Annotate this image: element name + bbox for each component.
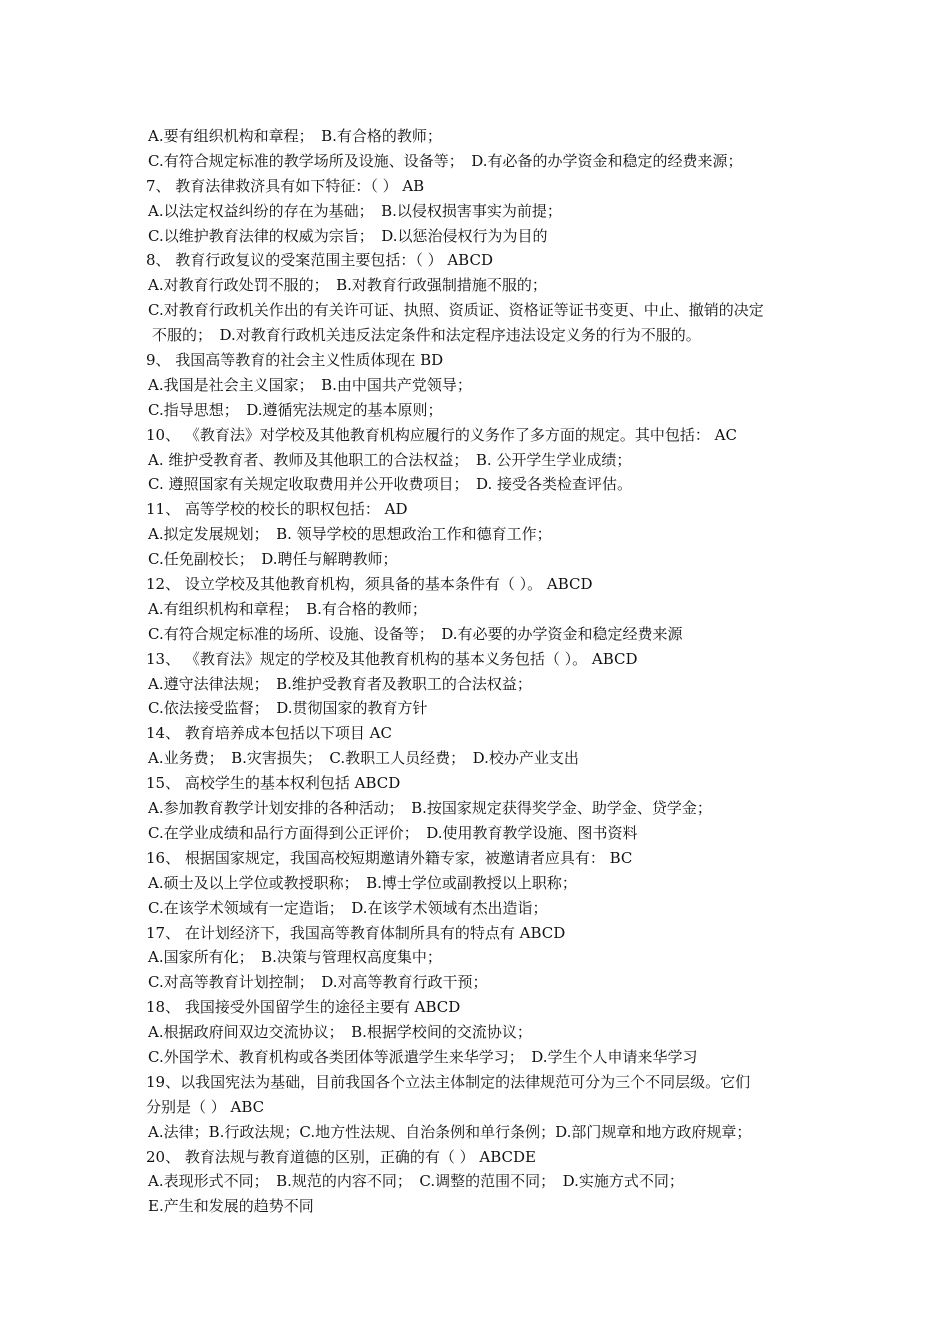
option-line: C.有符合规定标准的场所、设施、设备等； D.有必要的办学资金和稳定经费来源	[148, 624, 683, 643]
option-line: A.我国是社会主义国家； B.由中国共产党领导；	[148, 375, 472, 394]
continuation-line: 不服的； D.对教育行政机关违反法定条件和法定程序违法设定义务的行为不服的。	[152, 326, 701, 345]
question-line: 20、 教育法规与教育道德的区别，正确的有（ ） ABCDE	[146, 1147, 536, 1166]
option-line: C.对高等教育计划控制； D.对高等教育行政干预；	[148, 973, 488, 992]
option-line: C.任免副校长； D.聘任与解聘教师；	[148, 550, 398, 569]
option-line: A.表现形式不同； B.规范的内容不同； C.调整的范围不同； D.实施方式不同；	[148, 1172, 684, 1191]
question-line: 17、 在计划经济下，我国高等教育体制所具有的特点有 ABCD	[146, 923, 566, 942]
question-line: 11、 高等学校的校长的职权包括： AD	[146, 500, 408, 519]
option-line: A.遵守法律法规； B.维护受教育者及教职工的合法权益；	[148, 674, 532, 693]
question-line: 14、 教育培养成本包括以下项目 AC	[146, 724, 392, 743]
option-line: C.以维护教育法律的权威为宗旨； D.以惩治侵权行为为目的	[148, 226, 548, 245]
question-line: 12、 设立学校及其他教育机构，须具备的基本条件有（ ）。 ABCD	[146, 575, 593, 594]
option-line: C. 遵照国家有关规定收取费用并公开收费项目； D. 接受各类检查评估。	[148, 475, 633, 494]
question-line: 分别是（ ） ABC	[146, 1097, 265, 1116]
option-line: A.要有组织机构和章程； B.有合格的教师；	[148, 127, 442, 145]
option-line: A.拟定发展规划； B. 领导学校的思想政治工作和德育工作；	[148, 525, 552, 544]
option-line: A.以法定权益纠纷的存在为基础； B.以侵权损害事实为前提；	[148, 201, 562, 220]
question-line: 9、 我国高等教育的社会主义性质体现在 BD	[146, 351, 444, 370]
option-line: C.在该学术领域有一定造诣； D.在该学术领域有杰出造诣；	[148, 898, 548, 917]
question-line: 10、 《教育法》对学校及其他教育机构应履行的义务作了多方面的规定。其中包括： AC	[146, 425, 737, 444]
question-line: 19、以我国宪法为基础，目前我国各个立法主体制定的法律规范可分为三个不同层级。它们	[146, 1072, 751, 1091]
question-line: 7、 教育法律救济具有如下特征：（ ） AB	[146, 176, 425, 195]
option-line: E.产生和发展的趋势不同	[148, 1197, 314, 1216]
option-line: C.对教育行政机关作出的有关许可证、执照、资质证、资格证等证书变更、中止、撤销的决定	[148, 301, 764, 320]
option-line: A.硕士及以上学位或教授职称； B.博士学位或副教授以上职称；	[148, 873, 577, 892]
question-line: 18、 我国接受外国留学生的途径主要有 ABCD	[146, 998, 461, 1017]
question-line: 15、 高校学生的基本权利包括 ABCD	[146, 774, 401, 793]
option-line: A.对教育行政处罚不服的； B.对教育行政强制措施不服的；	[148, 276, 547, 295]
option-line: A.有组织机构和章程； B.有合格的教师；	[148, 599, 427, 618]
option-line: A.国家所有化； B.决策与管理权高度集中；	[148, 948, 442, 967]
question-line: 13、 《教育法》规定的学校及其他教育机构的基本义务包括（ ）。 ABCD	[146, 649, 638, 668]
document-body	[146, 124, 816, 1219]
option-line: C.外国学术、教育机构或各类团体等派遣学生来华学习； D.学生个人申请来华学习	[148, 1047, 698, 1066]
question-line: 16、 根据国家规定，我国高校短期邀请外籍专家，被邀请者应具有： BC	[146, 848, 633, 867]
option-line: C.指导思想； D.遵循宪法规定的基本原则；	[148, 400, 443, 419]
option-line: A.参加教育教学计划安排的各种活动； B.按国家规定获得奖学金、助学金、贷学金；	[148, 799, 712, 818]
option-line: C.有符合规定标准的教学场所及设施、设备等； D.有必备的办学资金和稳定的经费来源；	[148, 151, 743, 170]
option-line: C.在学业成绩和品行方面得到公正评价； D.使用教育教学设施、图书资料	[148, 823, 638, 842]
option-line: A.业务费； B.灾害损失； C.教职工人员经费； D.校办产业支出	[148, 749, 579, 768]
option-line: A.法律；B.行政法规；C.地方性法规、自治条例和单行条例；D.部门规章和地方政府规章；	[148, 1122, 752, 1141]
question-line: 8、 教育行政复议的受案范围主要包括：（ ） ABCD	[146, 251, 493, 270]
option-line: A. 维护受教育者、教师及其他职工的合法权益； B. 公开学生学业成绩；	[148, 450, 632, 469]
option-line: C.依法接受监督； D.贯彻国家的教育方针	[148, 699, 428, 718]
option-line: A.根据政府间双边交流协议； B.根据学校间的交流协议；	[148, 1023, 532, 1042]
